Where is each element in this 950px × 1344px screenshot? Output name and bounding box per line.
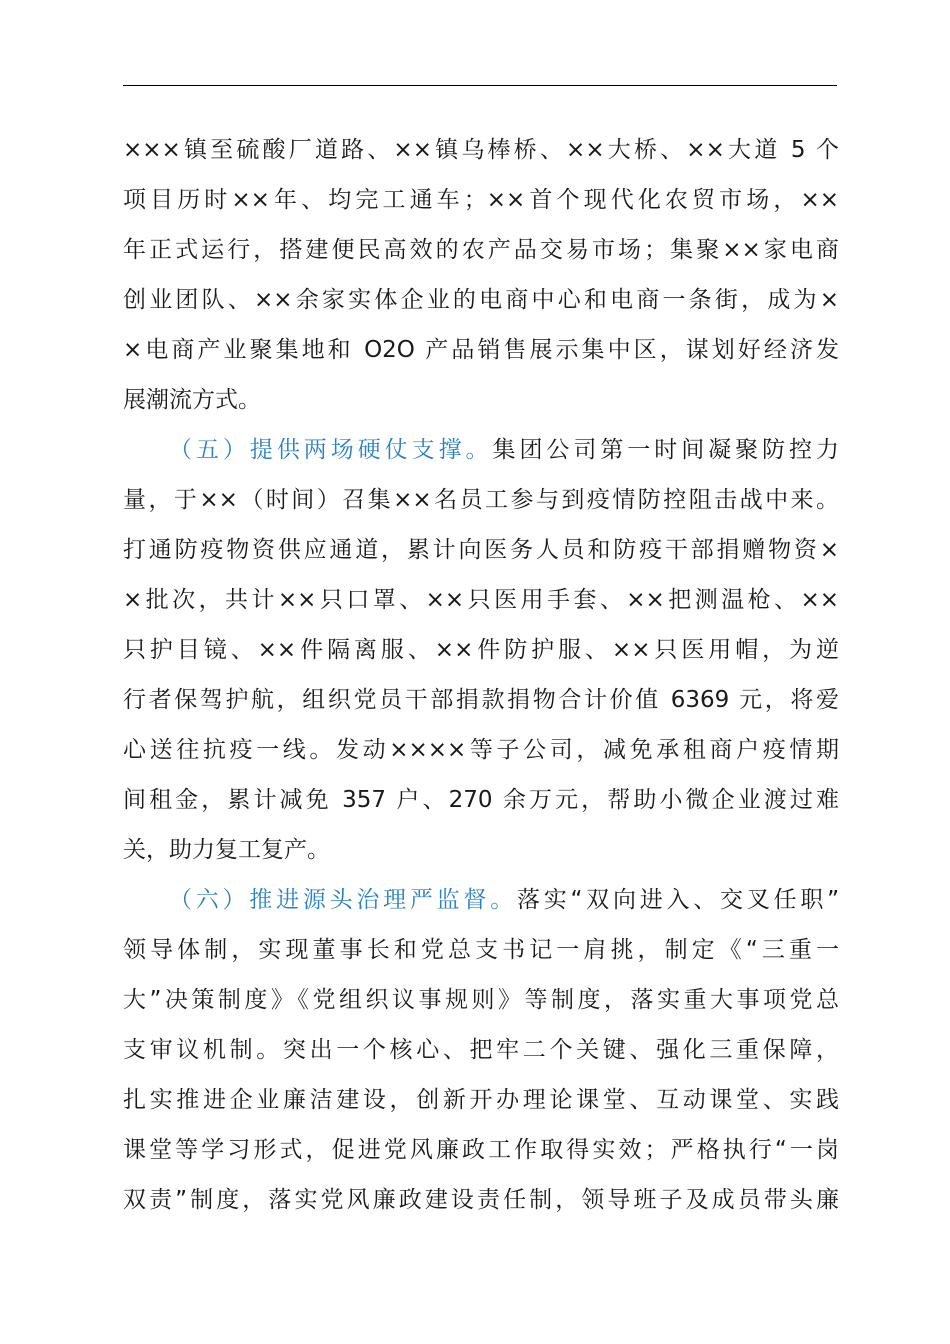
text-line: 心送往抗疫一线。发动××××等子公司，减免承租商户疫情期: [123, 737, 839, 763]
section-5-first-line-text: 集团公司第一时间凝聚防控力: [492, 437, 840, 463]
text-line: 项目历时××年、均完工通车；××首个现代化农贸市场，××: [123, 187, 839, 213]
text-line: 展潮流方式。: [123, 387, 261, 413]
text-line: 扎实推进企业廉洁建设，创新开办理论课堂、互动课堂、实践: [123, 1087, 839, 1113]
paragraph-previous-section: [123, 125, 839, 425]
text-line: 行者保驾护航，组织党员干部捐款捐物合计价值 6369 元，将爱: [123, 687, 839, 713]
text-line: 双责”制度，落实党风廉政建设责任制，领导班子及成员带头廉: [123, 1187, 839, 1213]
text-line: 量，于××（时间）召集××名员工参与到疫情防控阻击战中来。: [123, 487, 839, 513]
document-body: [123, 125, 839, 1225]
text-line: 打通防疫物资供应通道，累计向医务人员和防疫干部捐赠物资×: [123, 537, 839, 563]
paragraph-section-6: [123, 875, 839, 1225]
text-line: 关，助力复工复产。: [123, 837, 330, 863]
section-5-heading: （五）提供两场硬仗支撑。: [169, 437, 493, 463]
text-line: [123, 425, 839, 475]
text-line: 间租金，累计减免 357 户、270 余万元，帮助小微企业渡过难: [123, 787, 839, 813]
text-line: 课堂等学习形式，促进党风廉政工作取得实效；严格执行“一岗: [123, 1137, 839, 1163]
header-rule: [123, 85, 837, 86]
text-line: 年正式运行，搭建便民高效的农产品交易市场；集聚××家电商: [123, 237, 839, 263]
text-line: 只护目镜、××件隔离服、××件防护服、××只医用帽，为逆: [123, 637, 839, 663]
text-line: ×批次，共计××只口罩、××只医用手套、××把测温枪、××: [123, 587, 839, 613]
text-line: ×××镇至硫酸厂道路、××镇乌棒桥、××大桥、××大道 5 个: [123, 137, 839, 163]
text-line: 领导体制，实现董事长和党总支书记一肩挑，制定《“三重一: [123, 937, 839, 963]
text-line: 支审议机制。突出一个核心、把牢二个关键、强化三重保障，: [123, 1037, 839, 1063]
text-line: 大”决策制度》《党组织议事规则》等制度，落实重大事项党总: [123, 987, 839, 1013]
text-line: [123, 875, 839, 925]
section-6-heading: （六）推进源头治理严监督。: [169, 887, 517, 913]
text-line: 创业团队、××余家实体企业的电商中心和电商一条街，成为×: [123, 287, 839, 313]
text-line: ×电商产业聚集地和 O2O 产品销售展示集中区，谋划好经济发: [123, 337, 839, 363]
section-6-first-line-text: 落实“双向进入、交叉任职”: [516, 887, 839, 913]
paragraph-section-5: [123, 425, 839, 875]
